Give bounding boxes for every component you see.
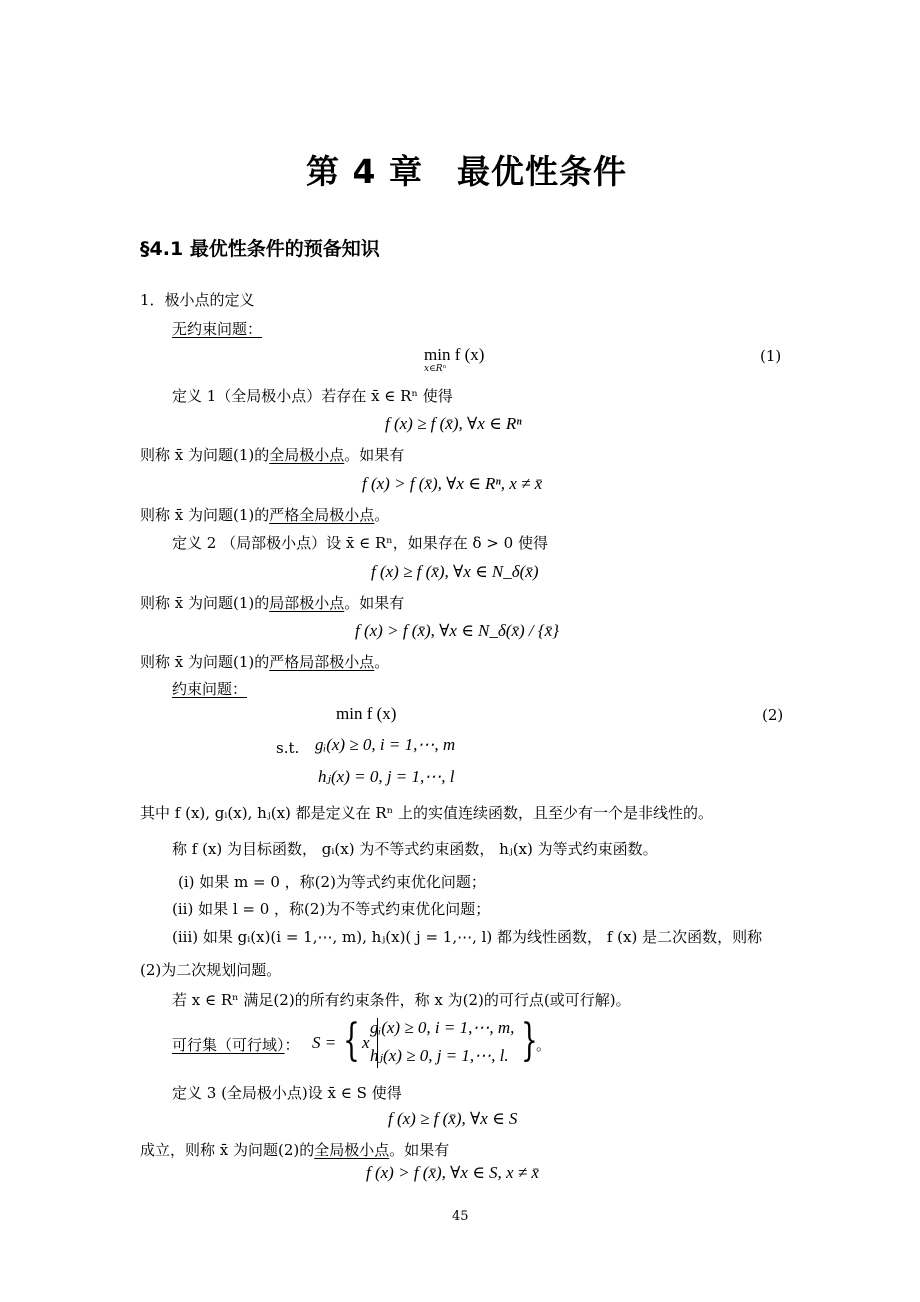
page-number: 45: [452, 1209, 469, 1224]
constraint-inequality: gᵢ(x) ≥ 0, i = 1,⋯, m: [315, 735, 456, 754]
text: 。如果有: [344, 594, 405, 612]
equation-1: min f (x): [424, 345, 485, 364]
definition-2: 定义 2 （局部极小点）设 x̄ ∈ Rⁿ，如果存在 δ > 0 使得: [172, 534, 548, 552]
text: 则称 x̄ 为问题(1)的: [140, 506, 270, 524]
text: 则称 x̄ 为问题(1)的: [140, 446, 270, 464]
definition-3: 定义 3 (全局极小点)设 x̄ ∈ S 使得: [172, 1084, 402, 1102]
equation-2: min f (x): [336, 704, 397, 723]
definition-3-equation-2: f (x) > f (x̄), ∀x ∈ S, x ≠ x̄: [366, 1163, 539, 1182]
constrained-heading: 约束问题：: [172, 680, 248, 698]
description-names: 称 f (x) 为目标函数， gᵢ(x) 为不等式约束函数， hⱼ(x) 为等式约束函数。: [172, 840, 658, 858]
case-iii-continued: (2)为二次规划问题。: [140, 961, 282, 979]
definition-1-text-a: [140, 445, 404, 465]
feasible-point: 若 x ∈ Rⁿ 满足(2)的所有约束条件，称 x 为(2)的可行点(或可行解)。: [172, 991, 631, 1009]
term-strict-global-min: 严格全局极小点: [269, 506, 375, 524]
text: 。如果有: [389, 1141, 450, 1159]
text: 成立，则称 x̄ 为问题(2)的: [140, 1141, 315, 1159]
feasible-set-condition-1: gᵢ(x) ≥ 0, i = 1,⋯, m,: [370, 1018, 515, 1037]
feasible-set-end: 。: [536, 1036, 552, 1054]
case-i: (i) 如果 m = 0 ，称(2)为等式约束优化问题；: [178, 873, 486, 891]
feasible-set-label: 可行集（可行域）: [172, 1036, 285, 1054]
feasible-set-x: x: [362, 1033, 370, 1052]
left-brace-icon: {: [343, 1015, 360, 1066]
description-functions: 其中 f (x), gᵢ(x), hⱼ(x) 都是定义在 Rⁿ 上的实值连续函数，且至少有一个是非线性的。: [140, 804, 713, 822]
subject-to-label: s.t.: [276, 739, 300, 757]
feasible-set-condition-2: hⱼ(x) ≥ 0, j = 1,⋯, l.: [370, 1046, 509, 1065]
chapter-title: 第 4 章 最优性条件: [306, 152, 627, 191]
term-global-min: 全局极小点: [269, 446, 345, 464]
unconstrained-heading: 无约束问题：: [172, 320, 263, 338]
feasible-set-label-line: [172, 1035, 300, 1055]
definition-1: 定义 1（全局极小点）若存在 x̄ ∈ Rⁿ 使得: [172, 387, 453, 405]
definition-2-text-b: [140, 652, 389, 672]
feasible-set-S: S =: [312, 1033, 337, 1052]
text: 。: [374, 653, 390, 671]
text: 则称 x̄ 为问题(1)的: [140, 594, 270, 612]
definition-1-equation: f (x) ≥ f (x̄), ∀x ∈ Rⁿ: [385, 414, 522, 433]
text: 。如果有: [344, 446, 405, 464]
term-strict-local-min: 严格局部极小点: [269, 653, 375, 671]
term-global-min-2: 全局极小点: [314, 1141, 390, 1159]
equation-1-number: (1): [760, 347, 782, 365]
item-heading: 1．极小点的定义: [140, 291, 255, 309]
definition-2-equation: f (x) ≥ f (x̄), ∀x ∈ N_δ(x̄): [371, 562, 539, 581]
case-iii: (iii) 如果 gᵢ(x)(i = 1,⋯, m), hⱼ(x)( j = 1,⋯, l) 都为线性函数， f (x) 是二次函数，则称: [172, 928, 763, 946]
text: ：: [284, 1036, 300, 1054]
constraint-equality: hⱼ(x) = 0, j = 1,⋯, l: [318, 767, 455, 786]
equation-1-subscript: x∈Rⁿ: [424, 364, 447, 374]
definition-3-text-a: [140, 1140, 449, 1160]
definition-2-equation-2: f (x) > f (x̄), ∀x ∈ N_δ(x̄) / {x̄}: [355, 621, 560, 640]
definition-1-equation-2: f (x) > f (x̄), ∀x ∈ Rⁿ, x ≠ x̄: [362, 474, 543, 493]
text: 则称 x̄ 为问题(1)的: [140, 653, 270, 671]
case-ii: (ii) 如果 l = 0 ，称(2)为不等式约束优化问题；: [172, 900, 491, 918]
definition-3-equation: f (x) ≥ f (x̄), ∀x ∈ S: [388, 1109, 518, 1128]
text: 。: [374, 506, 390, 524]
equation-2-number: (2): [762, 706, 784, 724]
definition-2-text-a: [140, 593, 404, 613]
term-local-min: 局部极小点: [269, 594, 345, 612]
definition-1-text-b: [140, 505, 389, 525]
right-brace-icon: }: [521, 1015, 538, 1066]
section-title: §4.1 最优性条件的预备知识: [140, 238, 380, 260]
